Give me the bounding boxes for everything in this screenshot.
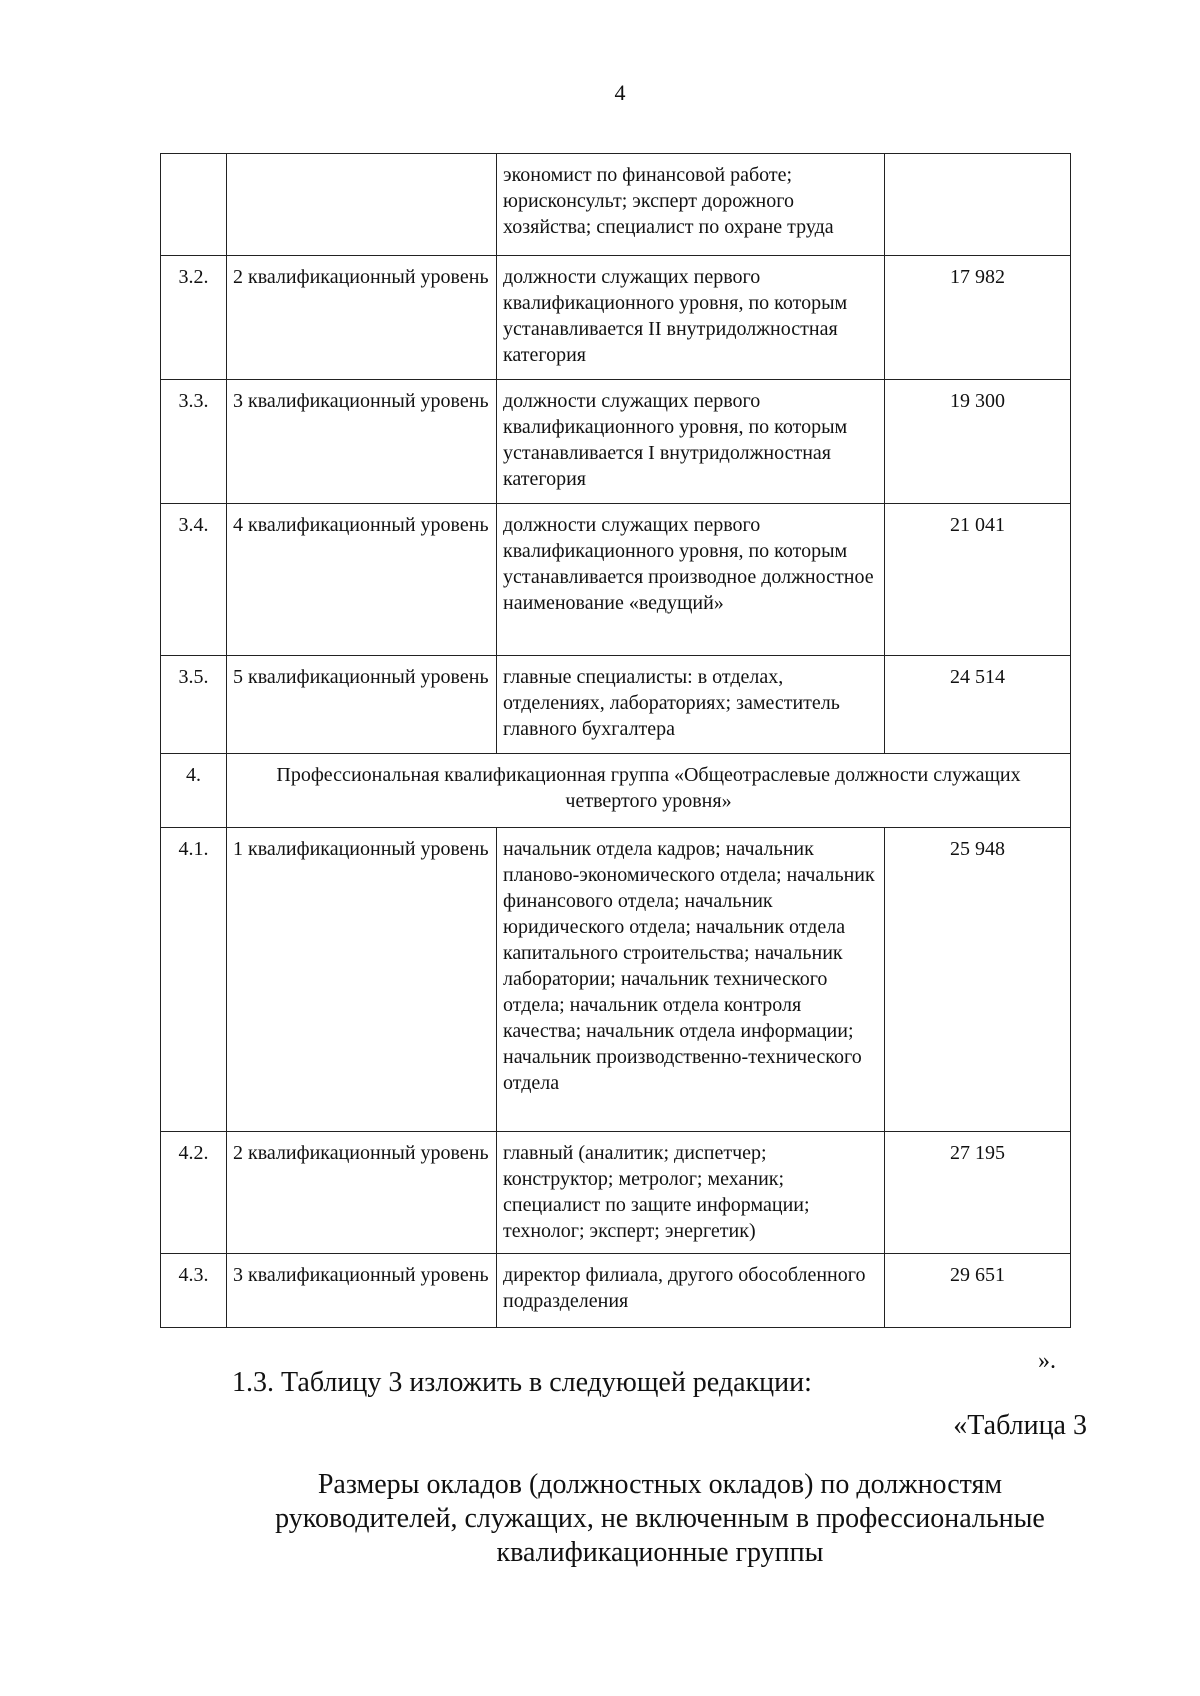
page-number: 4 <box>614 80 626 105</box>
salary-cell <box>885 154 1071 256</box>
row-number-cell: 4.3. <box>161 1254 227 1328</box>
description-cell: главный (аналитик; диспетчер; конструктор; метролог; механик; специалист по защите информации; технолог; эксперт; энергетик) <box>497 1132 885 1254</box>
table-title-line: руководителей, служащих, не включенным в профессиональные <box>275 1503 1045 1534</box>
level-cell: 5 квалификационный уровень <box>227 656 497 754</box>
table-row <box>161 380 1071 504</box>
row-number-cell: 3.3. <box>161 380 227 504</box>
group-row <box>161 754 1071 828</box>
salary-cell: 27 195 <box>885 1132 1071 1254</box>
table-title-line: квалификационные группы <box>496 1537 824 1568</box>
table-row <box>161 656 1071 754</box>
description-cell: должности служащих первого квалификационного уровня, по которым устанавливается производное должностное наименование «ведущий» <box>497 504 885 656</box>
table-row <box>161 828 1071 1132</box>
description-cell: должности служащих первого квалификационного уровня, по которым устанавливается I внутридолжностная категория <box>497 380 885 504</box>
salary-cell: 24 514 <box>885 656 1071 754</box>
row-number-cell: 4.2. <box>161 1132 227 1254</box>
level-cell: 2 квалификационный уровень <box>227 1132 497 1254</box>
table-row <box>161 504 1071 656</box>
table-row <box>161 154 1071 256</box>
level-cell: 2 квалификационный уровень <box>227 256 497 380</box>
salary-table <box>160 153 1071 1328</box>
group-title-cell: Профессиональная квалификационная группа «Общеотраслевые должности служащих четвертого уровня» <box>227 754 1071 828</box>
salary-cell: 21 041 <box>885 504 1071 656</box>
salary-cell: 25 948 <box>885 828 1071 1132</box>
level-cell: 3 квалификационный уровень <box>227 380 497 504</box>
row-number-cell: 3.2. <box>161 256 227 380</box>
salary-cell: 29 651 <box>885 1254 1071 1328</box>
table-row <box>161 256 1071 380</box>
row-number-cell: 4. <box>161 754 227 828</box>
row-number-cell: 3.4. <box>161 504 227 656</box>
table-label: «Таблица 3 <box>953 1410 1087 1441</box>
table-row <box>161 1132 1071 1254</box>
level-cell: 1 квалификационный уровень <box>227 828 497 1132</box>
row-number-cell: 4.1. <box>161 828 227 1132</box>
description-cell: главные специалисты: в отделах, отделениях, лабораториях; заместитель главного бухгалтера <box>497 656 885 754</box>
level-cell: 3 квалификационный уровень <box>227 1254 497 1328</box>
row-number-cell: 3.5. <box>161 656 227 754</box>
description-cell: экономист по финансовой работе; юрисконсульт; эксперт дорожного хозяйства; специалист по охране труда <box>497 154 885 256</box>
table-title <box>200 1468 1120 1570</box>
amendment-instruction: 1.3. Таблицу 3 изложить в следующей редакции: <box>232 1367 812 1398</box>
description-cell: начальник отдела кадров; начальник планово-экономического отдела; начальник финансового отдела; начальник юридического отдела; начальник отдела капитального строительства; начальник лаборатории; начальник технического отдела; начальник отдела контроля качества; начальник отдела информации; начальник производственно-технического отдела <box>497 828 885 1132</box>
row-number-cell <box>161 154 227 256</box>
salary-cell: 17 982 <box>885 256 1071 380</box>
table-row <box>161 1254 1071 1328</box>
description-cell: должности служащих первого квалификационного уровня, по которым устанавливается II внутридолжностная категория <box>497 256 885 380</box>
description-cell: директор филиала, другого обособленного подразделения <box>497 1254 885 1328</box>
table-title-line: Размеры окладов (должностных окладов) по должностям <box>317 1469 1003 1500</box>
level-cell: 4 квалификационный уровень <box>227 504 497 656</box>
closing-quote: ». <box>1038 1348 1056 1374</box>
salary-cell: 19 300 <box>885 380 1071 504</box>
level-cell <box>227 154 497 256</box>
